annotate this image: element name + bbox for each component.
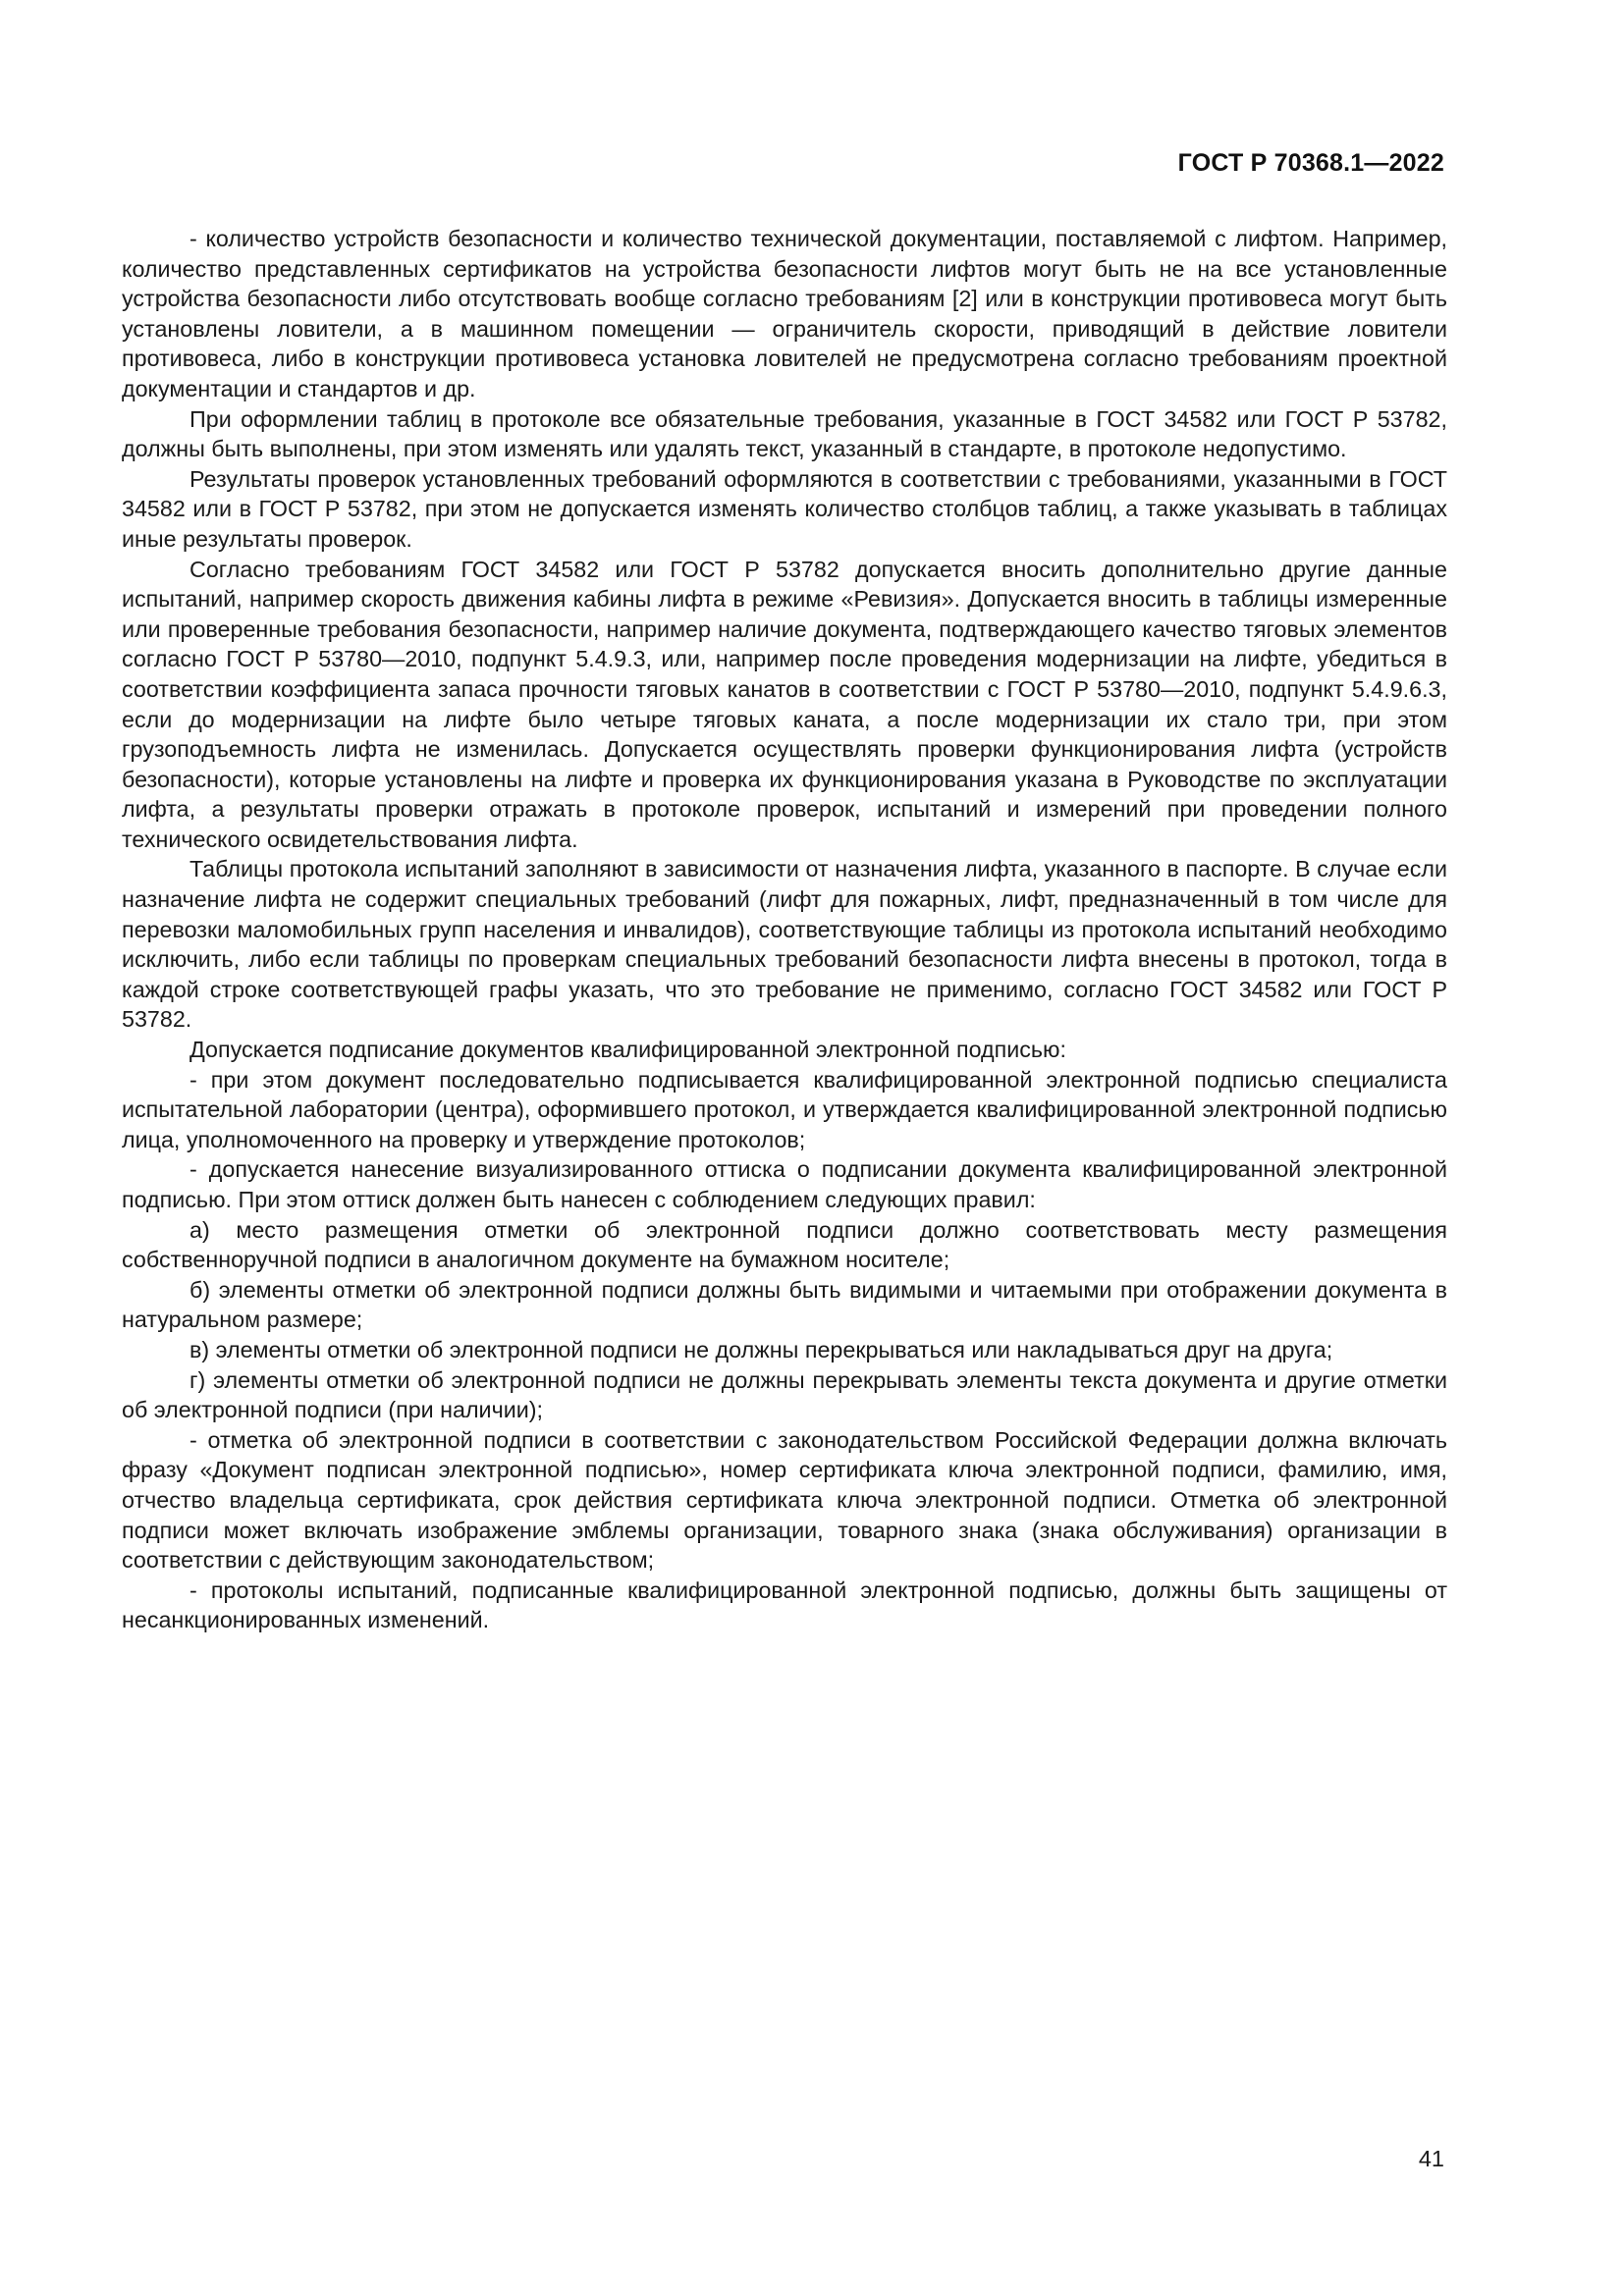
- list-item-protection: - протоколы испытаний, подписанные квалифицированной электронной подписью, должны быть защищены от несанкционированных изменений.: [122, 1576, 1447, 1633]
- page-number: 41: [1418, 2146, 1444, 2171]
- paragraph-check-results: Результаты проверок установленных требований оформляются в соответствии с требованиями, указанными в ГОСТ 34582 или в ГОСТ Р 53782, при этом не допускается изменять количество столбцов таблиц, а также указывать в таблицах иные результаты проверок.: [122, 465, 1447, 552]
- document-body: [122, 224, 1447, 1635]
- list-item-signature-mark: - отметка об электронной подписи в соответствии с законодательством Российской Федерации должна включать фразу «Документ подписан электронной подписью», номер сертификата ключа электронной подписи, фамилию, имя, отчество владельца сертификата, срок действия сертификата ключа электронной подписи. Отметка об электронной подписи может включать изображение эмблемы организации, товарного знака (знака обслуживания) организации в соответствии с действующим законодательством;: [122, 1426, 1447, 1574]
- rule-item-b: б) элементы отметки об электронной подписи должны быть видимыми и читаемыми при отображении документа в натуральном размере;: [122, 1276, 1447, 1333]
- paragraph-protocol-tables: Таблицы протокола испытаний заполняют в зависимости от назначения лифта, указанного в паспорте. В случае если назначение лифта не содержит специальных требований (лифт для пожарных, лифт, предназначенный в том числе для перевозки маломобильных групп населения и инвалидов), соответствующие таблицы из протокола испытаний необходимо исключить, либо если таблицы по проверкам специальных требований безопасности лифта внесены в протокол, тогда в каждой строке соответствующей графы указать, что это требование не применимо, согласно ГОСТ 34582 или ГОСТ Р 53782.: [122, 856, 1447, 1033]
- rule-item-g: г) элементы отметки об электронной подписи не должны перекрывать элементы текста документа и другие отметки об электронной подписи (при наличии);: [122, 1366, 1447, 1423]
- paragraph-additional-data: Согласно требованиям ГОСТ 34582 или ГОСТ Р 53782 допускается вносить дополнительно другие данные испытаний, например скорость движения кабины лифта в режиме «Ревизия». Допускается вносить в таблицы измеренные или проверенные требования безопасности, например наличие документа, подтверждающего качество тяговых элементов согласно ГОСТ Р 53780—2010, подпункт 5.4.9.3, или, например после проведения модернизации на лифте, убедиться в соответствии коэффициента запаса прочности тяговых канатов в соответствии с ГОСТ Р 53780—2010, подпункт 5.4.9.6.3, если до модернизации на лифте было четыре тяговых каната, а после модернизации их стало три, при этом грузоподъемность лифта не изменилась. Допускается осуществлять проверки функционирования лифта (устройств безопасности), которые установлены на лифте и проверка их функционирования указана в Руководстве по эксплуатации лифта, а результаты проверки отражать в протоколе проверок, испытаний и измерений при проведении полного технического освидетельствования лифта.: [122, 556, 1447, 852]
- list-item-visual-stamp: - допускается нанесение визуализированного оттиска о подписании документа квалифицированной электронной подписью. При этом оттиск должен быть нанесен с соблюдением следующих правил:: [122, 1156, 1447, 1212]
- rule-item-v: в) элементы отметки об электронной подписи не должны перекрываться или накладываться друг на друга;: [189, 1336, 1333, 1362]
- document-header-code: ГОСТ Р 70368.1—2022: [1177, 149, 1444, 177]
- paragraph-e-signature-intro: Допускается подписание документов квалифицированной электронной подписью:: [189, 1037, 1066, 1063]
- paragraph-safety-devices-count: - количество устройств безопасности и количество технической документации, поставляемой с лифтом. Например, количество представленных сертификатов на устройства безопасности лифтов могут быть не на все установленные устройства безопасности либо отсутствовать вообще согласно требованиям [2] или в конструкции противовеса могут быть установлены ловители, а в машинном помещении — ограничитель скорости, приводящий в действие ловители противовеса, либо в конструкции противовеса установка ловителей не предусмотрена согласно требованиям проектной документации и стандартов и др.: [122, 226, 1447, 401]
- list-item-sequential-signing: - при этом документ последовательно подписывается квалифицированной электронной подписью специалиста испытательной лаборатории (центра), оформившего протокол, и утверждается квалифицированной электронной подписью лица, уполномоченного на проверку и утверждение протоколов;: [122, 1066, 1447, 1152]
- rule-item-a: а) место размещения отметки об электронной подписи должно соответствовать месту размещения собственноручной подписи в аналогичном документе на бумажном носителе;: [122, 1216, 1447, 1273]
- paragraph-table-formatting: При оформлении таблиц в протоколе все обязательные требования, указанные в ГОСТ 34582 или ГОСТ Р 53782, должны быть выполнены, при этом изменять или удалять текст, указанный в стандарте, в протоколе недопустимо.: [122, 405, 1447, 462]
